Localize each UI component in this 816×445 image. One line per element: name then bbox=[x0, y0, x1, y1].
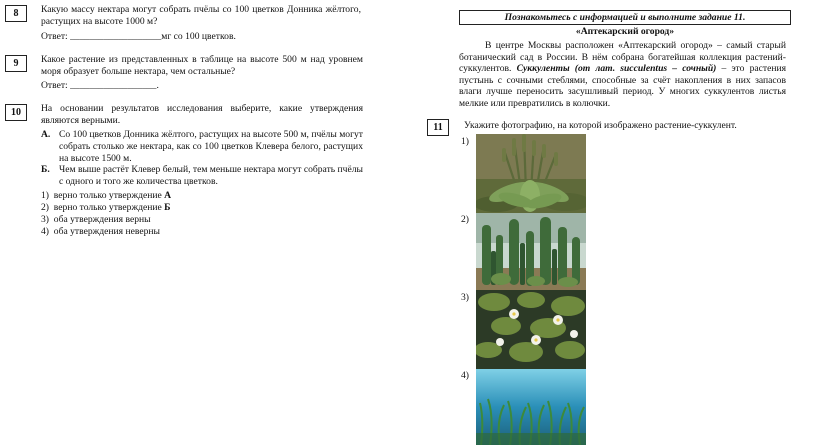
answer-label: Ответ: bbox=[41, 31, 68, 42]
photo-3-water-lilies[interactable] bbox=[476, 290, 586, 369]
term-etymology: (от лат. succulentus – сочный) bbox=[574, 63, 717, 75]
answer-blank-9[interactable]: __________________. bbox=[70, 80, 159, 91]
question-10-text: На основании результатов исследования выберите, какие утверждения являются верными. bbox=[41, 103, 363, 126]
photo-2-number: 2) bbox=[461, 214, 469, 225]
answer-blank-8[interactable]: ___________________ bbox=[70, 31, 162, 42]
photo-3-number: 3) bbox=[461, 292, 469, 303]
option-3[interactable]: 3) оба утверждения верны bbox=[41, 214, 151, 225]
statement-a-text: Со 100 цветков Донника жёлтого, растущих на высоте 500 м, пчёлы могут собрать столько же нектара, как со 100 цветков Клевера белого, растущих на высоте 1500 м. bbox=[59, 129, 363, 164]
statement-b-text: Чем выше растёт Клевер белый, тем меньше нектара могут собрать пчёлы с одного и того же количества цветков. bbox=[59, 164, 363, 187]
statement-b-label: Б. bbox=[41, 164, 50, 175]
article-paragraph-2: – это растения пустынь с сочными стеблями, способные за счёт накопления в них запасов влаги лучше переносить засушливый период. У многих суккулентов листья мелкие или превратились в колючки. bbox=[459, 63, 787, 109]
option-4[interactable]: 4) оба утверждения неверны bbox=[41, 226, 160, 237]
photo-2-cactus[interactable] bbox=[476, 213, 586, 290]
article-body bbox=[459, 40, 786, 110]
question-number-11: 11 bbox=[427, 119, 449, 136]
question-9-text: Какое растение из представленных в таблице на высоте 500 м над уровнем моря образует больше нектара, чем остальные? bbox=[41, 54, 363, 77]
option-2[interactable]: 2) верно только утверждение Б bbox=[41, 202, 171, 213]
answer-suffix: мг со 100 цветков. bbox=[161, 31, 236, 42]
article-paragraph-1: В центре Москвы расположен «Аптекарский огород» – самый старый ботанический сад в России. В нём собрана богатейшая коллекция растений-суккулентов. bbox=[459, 40, 786, 75]
photo-4-number: 4) bbox=[461, 370, 469, 381]
statement-a-label: А. bbox=[41, 129, 51, 140]
question-8-text: Какую массу нектара могут собрать пчёлы со 100 цветков Донника жёлтого, растущих на высоте 1000 м? bbox=[41, 4, 361, 27]
photo-4-seagrass[interactable] bbox=[476, 369, 586, 445]
photo-1-plantain[interactable] bbox=[476, 134, 586, 213]
question-8-answer bbox=[41, 31, 361, 43]
question-number-9: 9 bbox=[5, 55, 27, 72]
question-number-8: 8 bbox=[5, 5, 27, 22]
question-9-answer bbox=[41, 80, 361, 92]
term-succulents: Суккуленты bbox=[516, 63, 570, 75]
question-11-text: Укажите фотографию, на которой изображено растение-суккулент. bbox=[464, 120, 737, 131]
question-number-10: 10 bbox=[5, 104, 27, 121]
option-1[interactable]: 1) верно только утверждение А bbox=[41, 190, 172, 201]
answer-label: Ответ: bbox=[41, 80, 68, 91]
article-title: «Аптекарский огород» bbox=[575, 26, 675, 37]
info-header-box: Познакомьтесь с информацией и выполните задание 11. bbox=[459, 10, 791, 25]
photo-1-number: 1) bbox=[461, 136, 469, 147]
